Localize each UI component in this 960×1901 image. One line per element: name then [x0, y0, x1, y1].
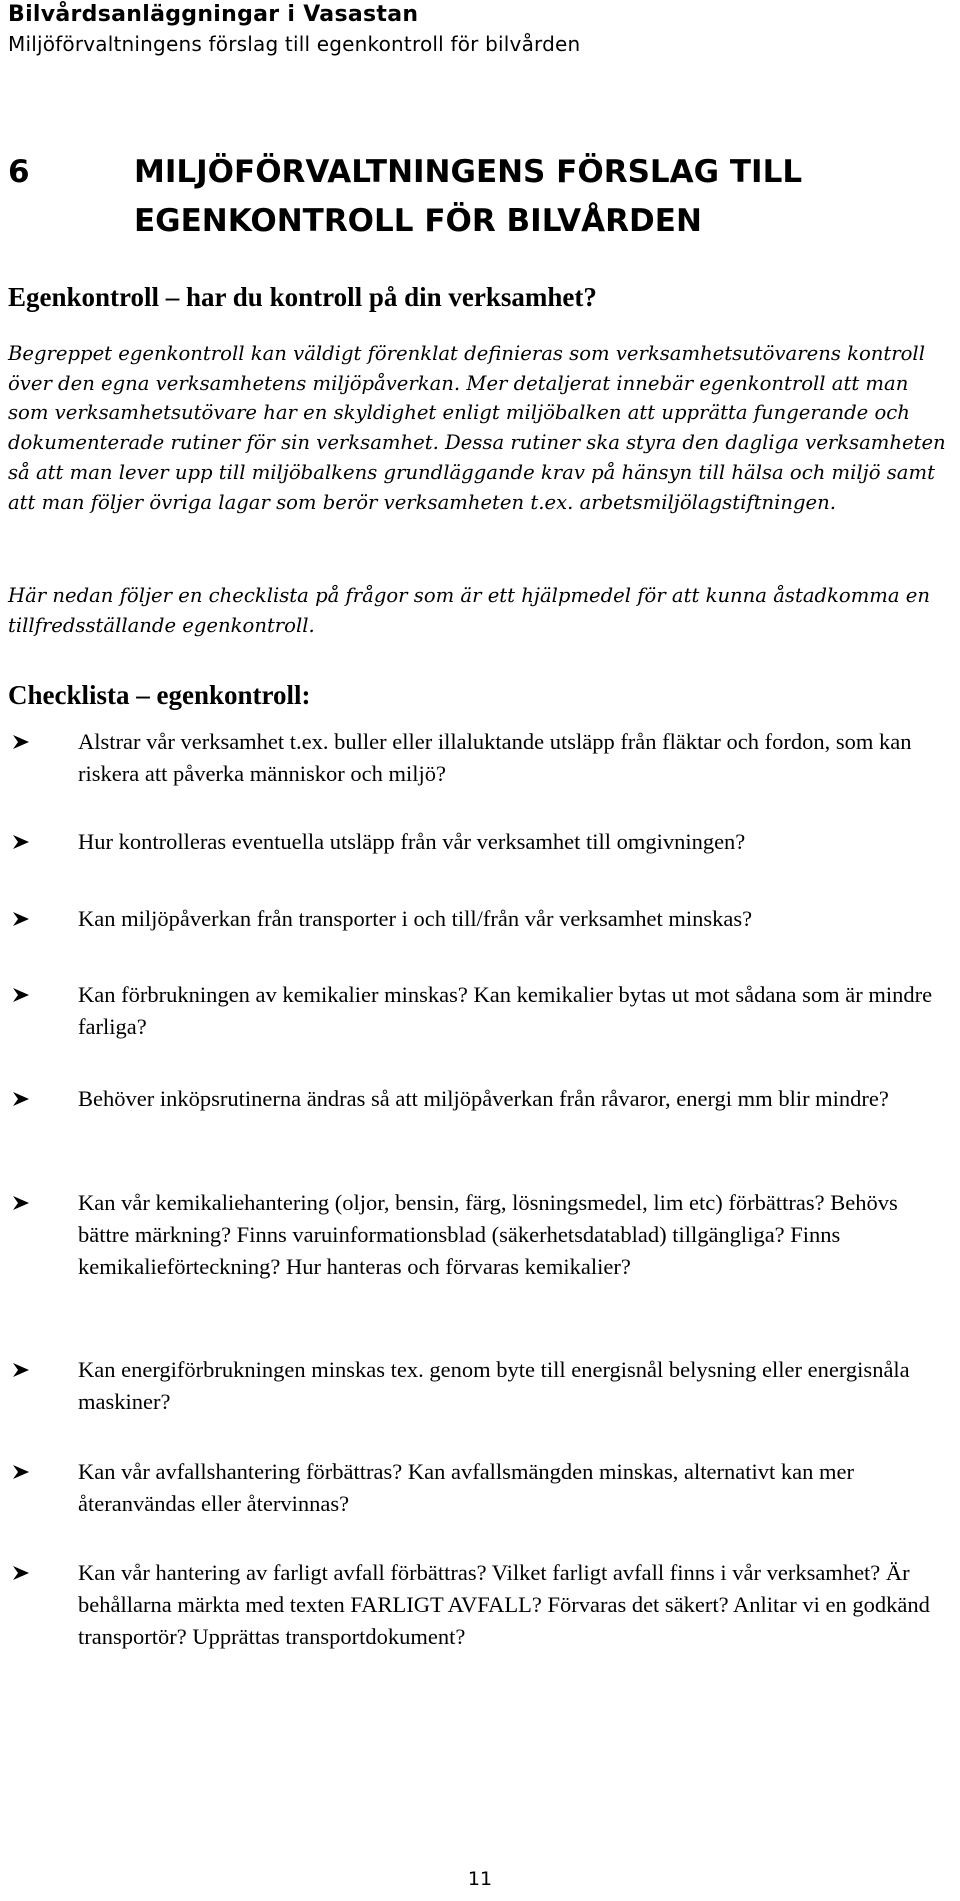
- arrowhead-bullet-icon: [10, 1354, 34, 1386]
- checklist-item-text: Kan vår kemikaliehantering (oljor, bensin, färg, lösningsmedel, lim etc) förbättras? Behövs bättre märkning? Finns varuinformationsblad (säkerhetsdatablad) tillgängliga? Finns kemikalieförteckning? Hur hanteras och förvaras kemikalier?: [78, 1190, 898, 1279]
- running-header-subtitle: Miljöförvaltningens förslag till egenkontroll för bilvården: [8, 32, 581, 56]
- arrowhead-bullet-icon: [10, 903, 34, 935]
- checklist-item-text: Behöver inköpsrutinerna ändras så att miljöpåverkan från råvaror, energi mm blir mindre?: [78, 1086, 889, 1111]
- arrowhead-bullet-icon: [10, 1083, 34, 1115]
- arrowhead-bullet-icon: [10, 979, 34, 1011]
- chapter-number: 6: [8, 154, 30, 190]
- checklist-item-text: Alstrar vår verksamhet t.ex. buller eller illaluktande utsläpp från fläktar och fordon, som kan riskera att påverka människor och miljö?: [78, 729, 912, 786]
- arrowhead-bullet-icon: [10, 1187, 34, 1219]
- checklist-heading: Checklista – egenkontroll:: [8, 680, 311, 710]
- arrowhead-bullet-icon: [10, 1557, 34, 1589]
- arrowhead-bullet-icon: [10, 826, 34, 858]
- checklist-item-text: Hur kontrolleras eventuella utsläpp från vår verksamhet till omgivningen?: [78, 829, 746, 854]
- checklist-item-text: Kan vår avfallshantering förbättras? Kan avfallsmängden minskas, alternativt kan mer återanvändas eller återvinnas?: [78, 1459, 854, 1516]
- arrowhead-bullet-icon: [10, 1456, 34, 1488]
- checklist-item-text: Kan vår hantering av farligt avfall förbättras? Vilket farligt avfall finns i vår verksamhet? Är behållarna märkta med texten FARLIGT AVFALL? Förvaras det säkert? Anlitar vi en godkänd transportör? Upprättas transportdokument?: [78, 1560, 930, 1649]
- page-number: 11: [467, 1868, 493, 1890]
- chapter-title: MILJÖFÖRVALTNINGENS FÖRSLAG TILL EGENKONTROLL FÖR BILVÅRDEN: [134, 154, 803, 239]
- intro-paragraph: Begreppet egenkontroll kan väldigt förenklat definieras som verksamhetsutövarens kontroll över den egna verksamhetens miljöpåverkan. Mer detaljerat innebär egenkontroll att man som verksamhetsutövare har en skyldighet enligt miljöbalken att upprätta fungerande och dokumenterade rutiner för sin verksamhet. Dessa rutiner ska styra den dagliga verksamheten så att man lever upp till miljöbalkens grundläggande krav på hänsyn till hälsa och miljö samt att man följer övriga lagar som berör verksamheten t.ex. arbetsmiljölagstiftningen.: [8, 342, 946, 514]
- checklist-item-text: Kan miljöpåverkan från transporter i och till/från vår verksamhet minskas?: [78, 906, 753, 931]
- arrowhead-bullet-icon: [10, 726, 34, 758]
- intro-paragraph-2: Här nedan följer en checklista på frågor som är ett hjälpmedel för att kunna åstadkomma en tillfredsställande egenkontroll.: [8, 584, 930, 637]
- running-header-title: Bilvårdsanläggningar i Vasastan: [8, 2, 419, 27]
- checklist-item-text: Kan energiförbrukningen minskas tex. genom byte till energisnål belysning eller energisnåla maskiner?: [78, 1357, 910, 1414]
- section-heading-egenkontroll: Egenkontroll – har du kontroll på din verksamhet?: [8, 282, 597, 312]
- checklist-item-text: Kan förbrukningen av kemikalier minskas? Kan kemikalier bytas ut mot sådana som är mindre farliga?: [78, 982, 933, 1039]
